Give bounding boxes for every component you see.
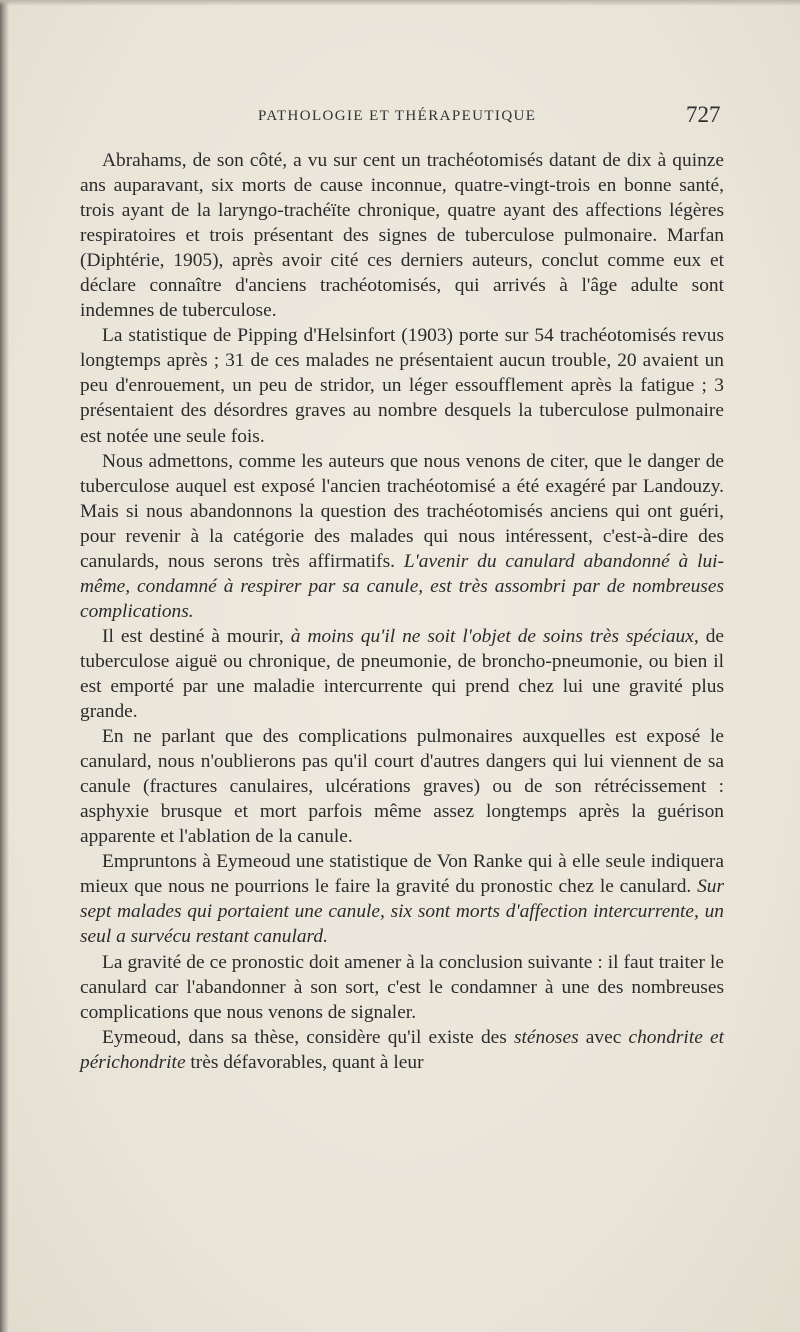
text-segment: La statistique de Pipping d'Helsinfort (1903) porte sur 54 trachéotomisés revus longtemps après ; 31 de ces malades ne présentaient aucun trouble, 20 avaient un peu d'enrouement, un peu de stridor, un léger essoufflement après la fatigue ; 3 présentaient des désordres graves au nombre desquels la tuberculose pulmonaire est notée une seule fois. xyxy=(80,325,724,447)
paragraph xyxy=(80,1025,724,1075)
running-head xyxy=(0,104,800,134)
italic-text-segment: chondrite et périchondrite xyxy=(80,1026,724,1073)
page-top-shadow xyxy=(0,0,800,6)
text-segment: avec xyxy=(578,1026,629,1048)
text-segment: Nous admettons, comme les auteurs que nous venons de citer, que le danger de tuberculose auquel est exposé l'ancien trachéotomisé a été exagéré par Landouzy. Mais si nous abandonnons la question des trachéotomisés anciens qui ont guéri, pour revenir à la catégorie des malades qui nous intéressent, c'est-à-dire des canulards, nous serons très affirmatifs. xyxy=(80,450,724,572)
page-number: 727 xyxy=(686,102,721,127)
text-segment: En ne parlant que des complications pulmonaires auxquelles est exposé le canulard, nous n'oublierons pas qu'il court d'autres dangers qui lui viennent de sa canule (fractures canulaires, ulcérations graves) ou de son rétrécissement : asphyxie brusque et mort parfois même assez longtemps après la guérison apparente et l'ablation de la canule. xyxy=(80,726,724,848)
paragraph xyxy=(80,449,724,624)
text-segment: Empruntons à Eymeoud une statistique de Von Ranke qui à elle seule indiquera mieux que nous ne pourrions le faire la gravité du pronostic chez le canulard. xyxy=(80,851,724,898)
page-binding-edge xyxy=(0,0,9,1332)
italic-text-segment: Sur sept malades qui portaient une canule, six sont morts d'affection intercurrente, un seul a survécu restant canulard. xyxy=(80,876,724,948)
paragraph xyxy=(80,724,724,849)
text-segment: très défavorables, quant à leur xyxy=(185,1051,424,1073)
text-body xyxy=(80,148,724,1075)
text-segment: Eymeoud, dans sa thèse, considère qu'il existe des xyxy=(102,1026,514,1048)
paragraph xyxy=(80,950,724,1025)
text-segment: de tuberculose aiguë ou chronique, de pneumonie, de broncho-pneumonie, ou bien il est emporté par une maladie intercurrente qui prend chez lui une gravité plus grande. xyxy=(80,625,724,723)
italic-text-segment: L'avenir du canulard abandonné à lui-même, condamné à respirer par sa canule, est très assombri par de nombreuses complications. xyxy=(80,550,725,622)
text-segment: Abrahams, de son côté, a vu sur cent un trachéotomisés datant de dix à quinze ans auparavant, six morts de cause inconnue, quatre-vingt-trois en bonne santé, trois ayant de la laryngo-trachéïte chronique, quatre ayant des affections légères respiratoires et trois présentant des signes de tuberculose pulmonaire. Marfan (Diphtérie, 1905), après avoir cité ces derniers auteurs, conclut comme eux et déclare connaître d'anciens trachéotomisés, qui arrivés à l'âge adulte sont indemnes de tuberculose. xyxy=(80,150,724,322)
paragraph xyxy=(80,323,724,448)
paragraph xyxy=(80,624,724,724)
paragraph xyxy=(80,849,724,949)
text-segment: Il est destiné à mourir, xyxy=(102,625,291,647)
running-title: PATHOLOGIE ET THÉRAPEUTIQUE xyxy=(258,108,537,124)
italic-text-segment: à moins qu'il ne soit l'objet de soins très spéciaux, xyxy=(290,625,699,647)
italic-text-segment: sténoses xyxy=(513,1026,579,1048)
paragraph xyxy=(80,148,724,323)
text-segment: La gravité de ce pronostic doit amener à la conclusion suivante : il faut traiter le canulard car l'abandonner à son sort, c'est le condamner à une des nombreuses complications que nous venons de signaler. xyxy=(80,951,724,1023)
